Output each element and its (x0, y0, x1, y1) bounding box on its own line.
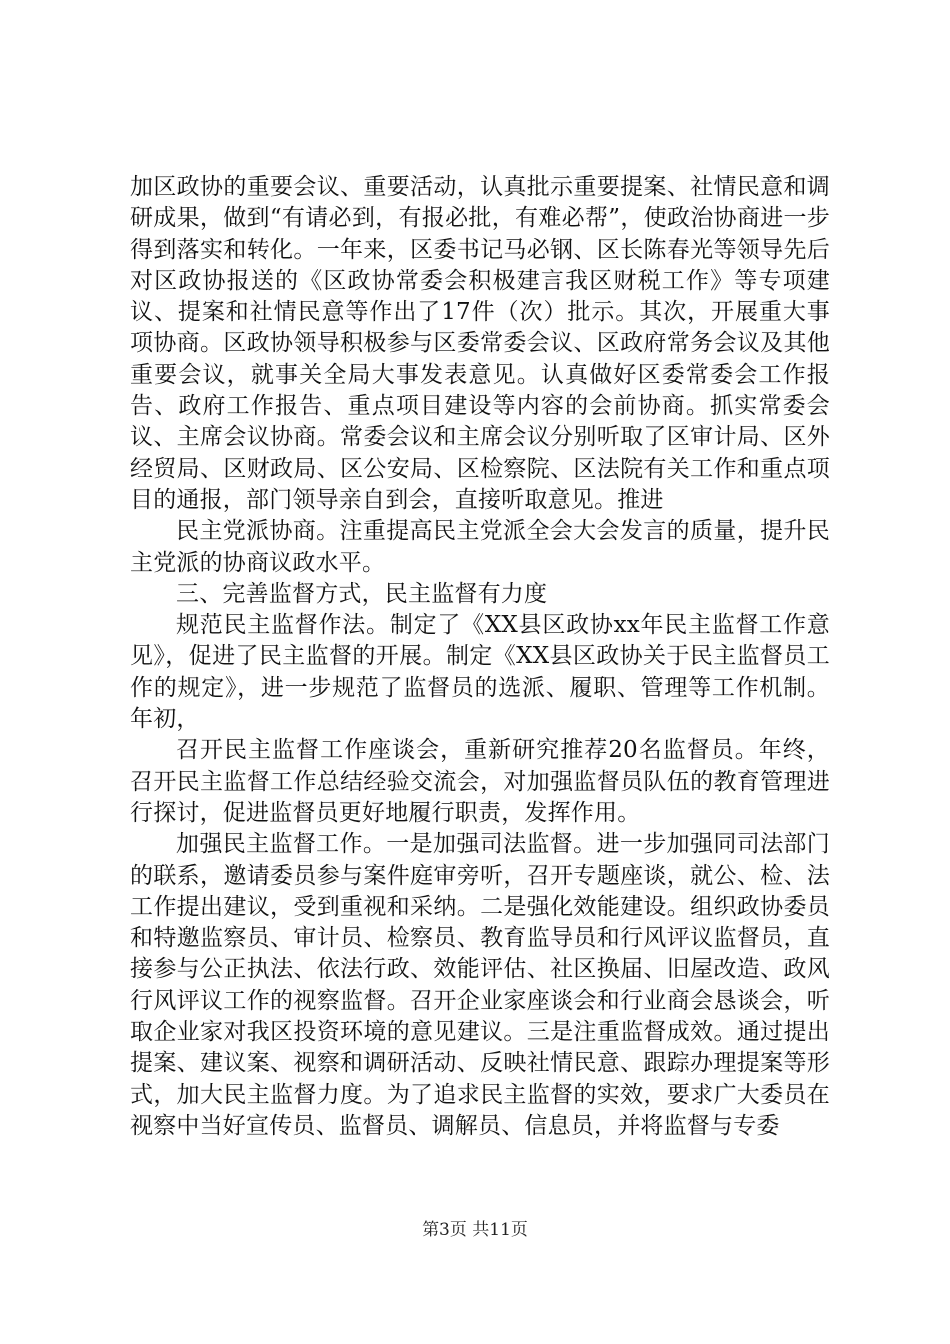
page-number-footer: 第3页 共11页 (422, 1220, 528, 1240)
paragraph-3: 规范民主监督作法。制定了《XX县区政协xx年民主监督工作意见》，促进了民主监督的开展。制定《XX县区政协关于民主监督员工作的规定》，进一步规范了监督员的选派、履职、管理等工作机制。年初， (130, 612, 830, 733)
paragraph-2: 民主党派协商。注重提高民主党派全会大会发言的质量，提升民主党派的协商议政水平。 (130, 518, 830, 576)
paragraph-4: 召开民主监督工作座谈会，重新研究推荐20名监督员。年终，召开民主监督工作总结经验交流会，对加强监督员队伍的教育管理进行探讨，促进监督员更好地履行职责，发挥作用。 (130, 737, 830, 826)
paragraph-5: 加强民主监督工作。一是加强司法监督。进一步加强同司法部门的联系，邀请委员参与案件庭审旁听，召开专题座谈，就公、检、法工作提出建议，受到重视和采纳。二是强化效能建设。组织政协委员和特邀监察员、审计员、检察员、教育监导员和行风评议监督员，直接参与公正执法、依法行政、效能评估、社区换届、旧屋改造、政风行风评议工作的视察监督。召开企业家座谈会和行业商会恳谈会，听取企业家对我区投资环境的意见建议。三是注重监督成效。通过提出提案、建议案、视察和调研活动、反映社情民意、跟踪办理提案等形式，加大民主监督力度。为了追求民主监督的实效，要求广大委员在视察中当好宣传员、监督员、调解员、信息员，并将监督与专委 (130, 831, 830, 1139)
document-body (130, 172, 830, 1142)
section-heading: 三、完善监督方式，民主监督有力度 (176, 580, 548, 607)
paragraph-1: 加区政协的重要会议、重要活动，认真批示重要提案、社情民意和调研成果，做到“有请必到，有报必批，有难必帮”，使政治协商进一步得到落实和转化。一年来，区委书记马必钢、区长陈春光等领导先后对区政协报送的《区政协常委会积极建言我区财税工作》等专项建议、提案和社情民意等作出了17件（次）批示。其次，开展重大事项协商。区政协领导积极参与区委常委会议、区政府常务会议及其他重要会议，就事关全局大事发表意见。认真做好区委常委会工作报告、政府工作报告、重点项目建设等内容的会前协商。抓实常委会议、主席会议协商。常委会议和主席会议分别听取了区审计局、区外经贸局、区财政局、区公安局、区检察院、区法院有关工作和重点项目的通报，部门领导亲自到会，直接听取意见。推进 (130, 174, 830, 513)
